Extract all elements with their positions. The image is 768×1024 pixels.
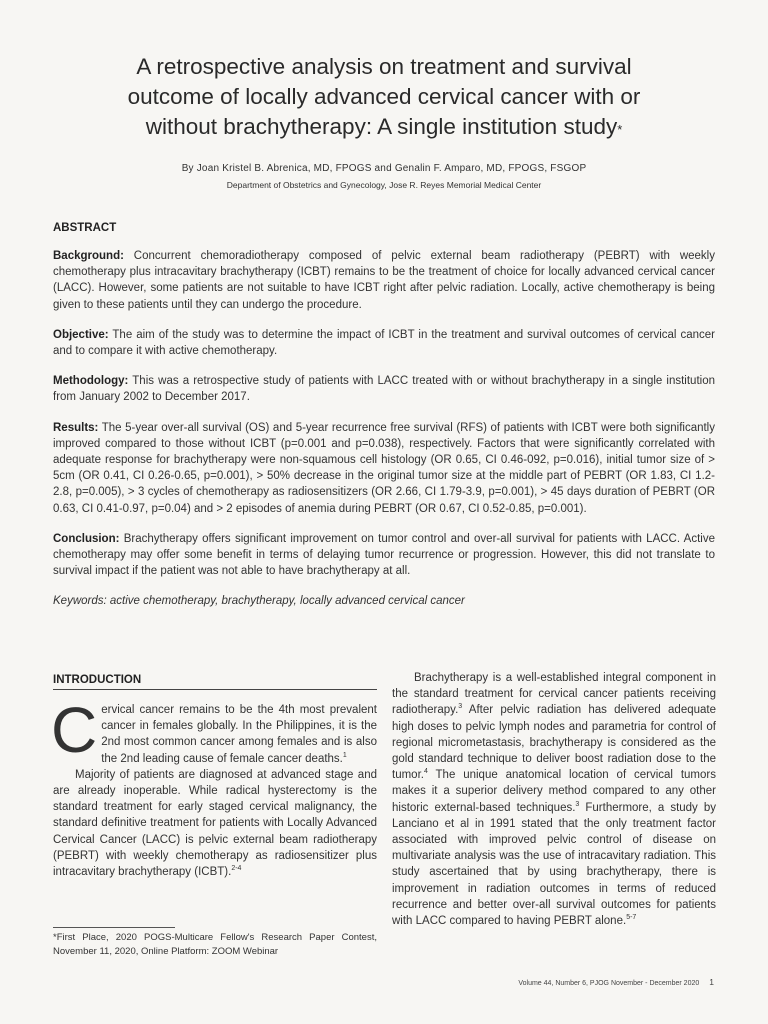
citation-ref: 1: [342, 751, 347, 759]
drop-cap: C: [51, 694, 98, 766]
introduction-left-column: [53, 674, 377, 880]
intro-paragraph-3-text-b: After pelvic radiation has delivered adequate high doses to pelvic lymph nodes and parametria for control of regional micrometastasis, brachytherapy is considered as the gold standard technique to deliver boost radiation dose to the tumor.: [392, 704, 716, 782]
intro-paragraph-2: [53, 767, 377, 880]
citation-ref: 5-7: [626, 914, 637, 922]
results-label: Results:: [53, 421, 99, 434]
journal-citation: Volume 44, Number 6, PJOG November - December 2020: [518, 980, 700, 987]
title-footnote-mark: *: [617, 122, 623, 137]
conclusion-label: Conclusion:: [53, 532, 120, 545]
intro-paragraph-1: [51, 694, 377, 767]
citation-ref: 4: [423, 768, 428, 776]
abstract-results: [53, 420, 715, 517]
title-line-3: without brachytherapy: A single institution study: [145, 114, 618, 139]
abstract-conclusion: [53, 531, 715, 580]
background-label: Background:: [53, 250, 124, 262]
citation-ref: 3: [458, 703, 463, 711]
conclusion-text: Brachytherapy offers significant improvement on tumor control and over-all survival for patients with LACC. Active chemotherapy may offer some benefit in terms of delaying tumor recurrence or progression. However, this did not translate to survival impact if the patient was not able to have brachytherapy at all.: [53, 532, 715, 578]
objective-label: Objective:: [53, 328, 109, 341]
footnote-divider: [53, 927, 175, 928]
results-text: The 5-year over-all survival (OS) and 5-year recurrence free survival (RFS) of patients with ICBT were both significantly improved compared to those without ICBT (p=0.001 and p=0.038), respectively. Factors that were significantly correlated with adequate response for brachytherapy were non-squamous cell histology (OR 0.65, CI 0.46-092, p=0.016), initial tumor size of > 5cm (OR 0.41, CI 0.26-0.65, p=0.001), > 50% decrease in the original tumor size at the middle part of PEBRT (OR 1.83, CI 1.2-2.8, p=0.005), > 3 cycles of chemotherapy as radiosensitizers (OR 2.66, CI 1.79-3.9, p=0.001), > 45 days duration of PEBRT (OR 0.63, CI 0.41-0.97, p=0.04) and > 2 episodes of anemia during PEBRT (OR 0.67, CI 0.52-0.85, p=0.001).: [53, 421, 715, 515]
abstract-section: [53, 222, 715, 610]
citation-ref: 3: [575, 800, 580, 808]
abstract-objective: [53, 327, 715, 359]
author-affiliation: Department of Obstetrics and Gynecology, Jose R. Reyes Memorial Medical Center: [226, 180, 542, 190]
introduction-right-column: [392, 670, 716, 929]
objective-text: The aim of the study was to determine the impact of ICBT in the treatment and survival outcomes of cervical cancer and to compare it with active chemotherapy.: [53, 328, 715, 358]
abstract-background: [53, 248, 715, 313]
keywords: Keywords: active chemotherapy, brachytherapy, locally advanced cervical cancer: [53, 595, 465, 608]
intro-paragraph-3-text-c: The unique anatomical location of cervical tumors makes it a superior delivery method compared to any other historic external-based techniques.: [392, 769, 716, 814]
citation-ref: 2-4: [231, 865, 242, 873]
intro-paragraph-3-text-a: Brachytherapy is a well-established integral component in the standard treatment for cervical cancer patients receiving radiotherapy.: [392, 672, 716, 717]
methodology-label: Methodology:: [53, 375, 129, 388]
intro-paragraph-2-text: Majority of patients are diagnosed at advanced stage and are already inoperable. While radical hysterectomy is the standard treatment for early staged cervical malignancy, the standard definitive treatment for patients with Locally Advanced Cervical Cancer (LACC) is pelvic external beam radiotherapy (PEBRT) with weekly chemotherapy as radiosensitizer plus intracavitary brachytherapy (ICBT).: [53, 768, 377, 879]
introduction-heading: INTRODUCTION: [53, 674, 377, 690]
methodology-text: This was a retrospective study of patients with LACC treated with or without brachytherapy in a single institution from January 2002 to December 2017.: [53, 375, 715, 404]
intro-paragraph-1-text: ervical cancer remains to be the 4th most prevalent cancer in females globally. In the Philippines, it is the 2nd most common cancer among females and is also the 2nd leading cause of female cancer deaths.: [101, 704, 377, 765]
abstract-heading: ABSTRACT: [53, 222, 117, 234]
page-number: 1: [709, 977, 714, 987]
page-footer: [518, 977, 714, 987]
abstract-methodology: [53, 373, 715, 405]
article-title: [84, 52, 684, 145]
title-line-2: outcome of locally advanced cervical cancer with or: [127, 84, 641, 109]
background-text: Concurrent chemoradiotherapy composed of pelvic external beam radiotherapy (PEBRT) with weekly chemotherapy plus intracavitary brachytherapy (ICBT) remains to be the treatment of choice for locally advanced cervical cancer (LACC). However, some patients are not suitable to have ICBT right after pelvic radiation. Locally, active chemotherapy is being given to these patients until they can undergo the procedure.: [53, 250, 715, 311]
intro-paragraph-3-text-d: Furthermore, a study by Lanciano et al in 1991 stated that the only treatment factor associated with improved pelvic control of disease on multivariate analysis was the use of intracavitary radiation. This study ascertained that by using brachytherapy, there is improvement in radiation outcomes in terms of reduced recurrence and better over-all survival outcomes for patients with LACC compared to having PEBRT alone.: [392, 801, 716, 928]
intro-paragraph-3: [392, 670, 716, 929]
footnote: *First Place, 2020 POGS-Multicare Fellow's Research Paper Contest, November 11, 2020, Online Platform: ZOOM Webinar: [53, 932, 377, 957]
title-line-1: A retrospective analysis on treatment and survival: [136, 54, 632, 79]
author-byline: By Joan Kristel B. Abrenica, MD, FPOGS and Genalin F. Amparo, MD, FPOGS, FSGOP: [181, 163, 587, 174]
